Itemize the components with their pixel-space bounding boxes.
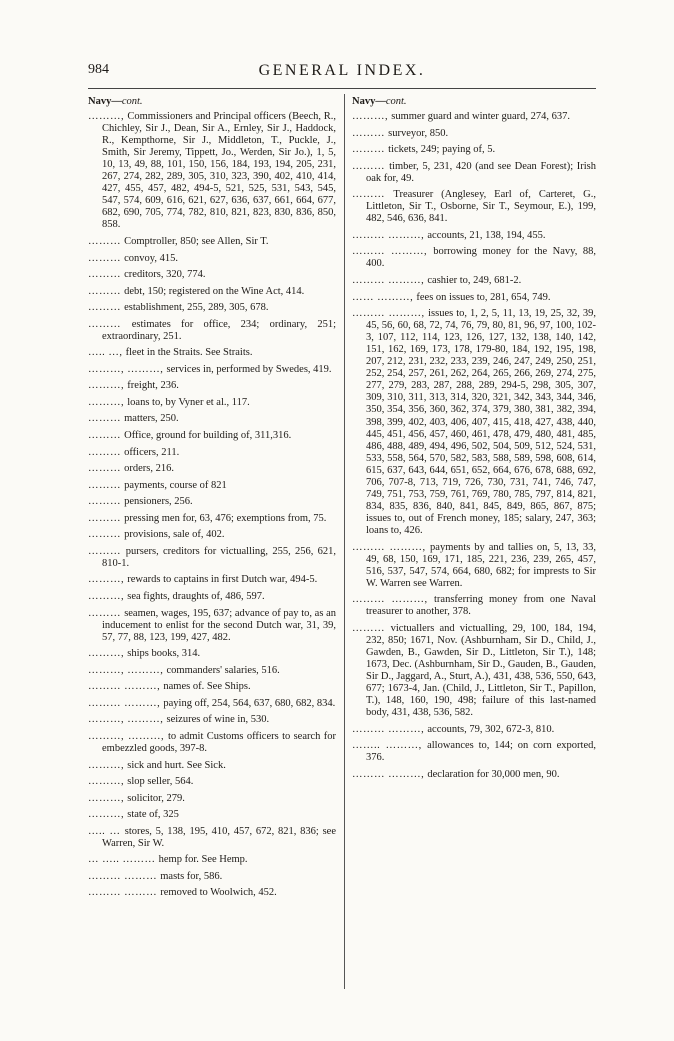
entry-text: Office, ground for building of, 311,316.: [124, 430, 292, 442]
entry-text: declaration for 30,000 men, 90.: [427, 768, 560, 780]
entry-text: Comptroller, 850; see Allen, Sir T.: [124, 235, 269, 247]
header-rule: [88, 88, 596, 89]
index-entry: [88, 236, 336, 248]
entry-leader: ………: [88, 302, 125, 314]
entry-text: commanders' salaries, 516.: [166, 664, 280, 676]
index-entry: [88, 887, 336, 899]
index-entry: [88, 347, 336, 359]
index-entry: [88, 302, 336, 314]
entry-leader: ………: [88, 529, 125, 541]
entry-text: debt, 150; registered on the Wine Act, 414.: [124, 285, 305, 297]
entry-text: paying off, 254, 564, 637, 680, 682, 834.: [163, 697, 336, 709]
entry-leader: ………: [88, 269, 125, 281]
index-entry: [352, 111, 596, 123]
entry-leader: ………,: [88, 776, 128, 788]
entry-text: masts for, 586.: [160, 870, 223, 882]
index-entry: [352, 623, 596, 719]
entry-text: freight, 236.: [127, 380, 179, 392]
index-entry: [88, 286, 336, 298]
entry-leader: ………: [352, 160, 390, 172]
entry-leader: … ….. ………: [88, 854, 159, 866]
index-entry: [352, 128, 596, 140]
entry-text: pensioners, 256.: [124, 496, 193, 508]
entry-text: accounts, 21, 138, 194, 455.: [427, 229, 546, 241]
entry-text: victuallers and victualling, 29, 100, 184, 194, 232, 850; 1671, Nov. (Ashburnham, Sir D., Child, J., Gawden, B., Gawden, Sir D., Littleton, Sir T.), 148; 1673, Dec. (Ashburnham, Sir D., Gauden, B., Gauden, Sir D., Jaggard, A., Sturt, A.), 431, 438, 536, 550, 643, 677; 1673-4, Jan. (Child, J., Littleton, Sir T., Papillon, T.), 148, 160, 190, 498; failure of this last-named body, 431, 438, 536, 582.: [366, 622, 596, 719]
column-heading: [88, 96, 336, 108]
entry-text: payments by and tallies on, 5, 13, 33, 49, 68, 150, 169, 171, 185, 221, 236, 239, 265, 457, 516, 537, 547, 574, 664, 680, 682; for imprests to Sir W. Warren see Warren.: [366, 541, 596, 589]
entry-text: sick and hurt. See Sick.: [127, 759, 226, 771]
right-column: [352, 96, 596, 1001]
index-entry: [352, 230, 596, 242]
entry-leader: ………: [88, 446, 125, 458]
entry-leader: ………: [352, 622, 391, 634]
entry-leader: ……… ………: [88, 887, 161, 899]
page-number: 984: [88, 62, 109, 77]
heading-cont: cont.: [121, 96, 143, 107]
entry-leader: ……… ………,: [352, 308, 429, 320]
entry-leader: ………: [88, 463, 125, 475]
left-column: [88, 96, 336, 1001]
entry-leader: ……… ………,: [352, 768, 428, 780]
entry-leader: ………: [88, 430, 125, 442]
entry-leader: ………,: [88, 759, 128, 771]
entry-text: officers, 211.: [124, 446, 180, 458]
index-entry: [88, 698, 336, 710]
entry-text: creditors, 320, 774.: [124, 269, 206, 281]
entry-leader: ………,: [352, 111, 392, 122]
index-entry: [352, 275, 596, 287]
entry-text: services in, performed by Swedes, 419.: [166, 363, 332, 375]
entry-text: state of, 325: [127, 809, 179, 821]
index-entry: [88, 714, 336, 726]
entry-leader: ………: [88, 235, 125, 247]
entry-leader: ………: [88, 479, 125, 491]
entry-text: timber, 5, 231, 420 (and see Dean Forest); Irish oak for, 49.: [366, 160, 596, 184]
entry-leader: ………,: [88, 396, 128, 408]
index-entry: [88, 269, 336, 281]
index-entry: [88, 731, 336, 755]
entry-text: estimates for office, 234; ordinary, 251; extraordinary, 251.: [102, 318, 336, 342]
entry-text: seamen, wages, 195, 637; advance of pay to, as an inducement to enlist for the second Dutch war, 31, 39, 57, 77, 88, 123, 199, 427, 482.: [102, 607, 336, 643]
entry-leader: ………: [88, 252, 125, 264]
index-entry: [88, 776, 336, 788]
heading-word: Navy—: [352, 96, 386, 107]
entry-text: hemp for. See Hemp.: [158, 854, 248, 866]
page-header: [88, 62, 596, 84]
entry-leader: ……… ………,: [88, 681, 164, 693]
index-entry: [88, 546, 336, 570]
index-entry: [352, 594, 596, 618]
entry-text: payments, course of 821: [124, 479, 227, 491]
entry-text: seizures of wine in, 530.: [166, 714, 270, 726]
entry-leader: ………, ………,: [88, 730, 168, 742]
entry-leader: ………: [352, 144, 389, 156]
entry-leader: ……… ………,: [352, 541, 431, 553]
entry-text: provisions, sale of, 402.: [124, 529, 225, 541]
column-divider: [344, 94, 345, 989]
entry-text: rewards to captains in first Dutch war, 494-5.: [127, 574, 318, 586]
entry-text: stores, 5, 138, 195, 410, 457, 672, 821, 836; see Warren, Sir W.: [102, 825, 336, 849]
index-entry: [88, 871, 336, 883]
index-entry: [88, 496, 336, 508]
entry-leader: …… ………,: [352, 291, 417, 303]
index-entry: [352, 161, 596, 185]
index-entry: [88, 397, 336, 409]
index-entry: [88, 529, 336, 541]
entry-text: Commissioners and Principal officers (Beech, R., Chichley, Sir J., Dean, Sir A., Ernley, Sir J., Haddock, R., Kempthorne, Sir J., Middleton, T., Puckle, J., Smith, Sir Jeremy, Tippett, Jo., Werden, Sir Jo.), 1, 5, 10, 13, 49, 88, 101, 150, 156, 184, 193, 194, 205, 231, 267, 274, 282, 289, 305, 310, 323, 390, 402, 410, 414, 427, 455, 457, 482, 494-5, 521, 525, 531, 543, 545, 547, 574, 609, 616, 621, 627, 636, 637, 661, 664, 677, 682, 690, 705, 774, 782, 810, 821, 823, 830, 836, 850, 858.: [102, 111, 336, 231]
entry-leader: ………,: [88, 648, 128, 660]
entry-leader: ……… ………,: [352, 246, 434, 258]
entry-text: removed to Woolwich, 452.: [160, 887, 277, 899]
right-entries: [352, 111, 596, 781]
index-entry: [88, 513, 336, 525]
entry-text: slop seller, 564.: [127, 776, 194, 788]
entry-leader: ….. …: [88, 825, 125, 837]
entry-leader: ………: [88, 496, 125, 508]
index-entry: [352, 724, 596, 736]
heading-cont: cont.: [385, 96, 407, 107]
entry-text: transferring money from one Naval treasurer to another, 378.: [366, 594, 596, 618]
index-entry: [352, 246, 596, 270]
running-title: GENERAL INDEX.: [258, 62, 426, 79]
entry-leader: ………, ………,: [88, 714, 167, 726]
entry-leader: ……… ………: [88, 870, 161, 882]
entry-leader: ………: [352, 189, 394, 201]
entry-text: convoy, 415.: [124, 252, 178, 264]
entry-text: establishment, 255, 289, 305, 678.: [124, 302, 269, 314]
index-entry: [88, 574, 336, 586]
index-entry: [88, 826, 336, 850]
index-entry: [88, 608, 336, 644]
entry-leader: ………,: [88, 380, 128, 392]
index-entry: [352, 292, 596, 304]
index-entry: [88, 591, 336, 603]
index-entry: [88, 681, 336, 693]
entry-leader: ………: [88, 512, 125, 524]
index-entry: [88, 111, 336, 231]
index-entry: [88, 430, 336, 442]
entry-text: accounts, 79, 302, 672-3, 810.: [427, 723, 555, 735]
entry-leader: ………: [352, 127, 389, 139]
entry-leader: ………: [88, 607, 125, 619]
entry-leader: ………,: [88, 792, 128, 804]
entry-text: pressing men for, 63, 476; exemptions from, 75.: [124, 512, 327, 524]
index-entry: [88, 665, 336, 677]
entry-text: surveyor, 850.: [388, 127, 449, 139]
index-entry: [88, 253, 336, 265]
entry-leader: ………: [88, 545, 126, 557]
entry-text: issues to, 1, 2, 5, 11, 13, 19, 25, 32, 39, 45, 56, 60, 68, 72, 74, 76, 79, 80, 81, 96, 97, 100, 102-3, 107, 112, 114, 123, 126, 127, 132, 138, 140, 142, 151, 162, 169, 173, 178, 179-80, 184, 192, 195, 198, 207, 212, 231, 232, 233, 239, 246, 247, 249, 250, 251, 252, 254, 257, 261, 262, 264, 265, 266, 269, 274, 275, 277, 279, 283, 287, 288, 289, 294-5, 298, 305, 307, 309, 310, 311, 313, 314, 320, 321, 342, 343, 344, 346, 350, 354, 356, 360, 362, 374, 379, 380, 381, 382, 394, 398, 399, 402, 403, 406, 407, 415, 418, 427, 438, 440, 445, 451, 456, 457, 460, 461, 478, 479, 480, 481, 485, 486, 488, 489, 494, 496, 502, 504, 509, 512, 524, 531, 533, 558, 564, 570, 582, 583, 588, 589, 598, 608, 614, 615, 637, 643, 644, 651, 652, 664, 676, 678, 688, 692, 706, 707-8, 713, 719, 726, 730, 731, 741, 746, 747, 749, 751, 753, 759, 761, 769, 780, 785, 797, 814, 821, 834, 835, 836, 840, 841, 845, 849, 865, 867, 875; issues to, out of French money, 185; salary, 247, 363; loans to, 426.: [366, 308, 596, 536]
entry-text: Treasurer (Anglesey, Earl of, Carteret, G., Littleton, Sir T., Osborne, Sir T., Seymour, E.), 199, 482, 546, 636, 841.: [366, 189, 596, 225]
entry-text: pursers, creditors for victualling, 255, 256, 621, 810-1.: [102, 545, 336, 569]
entry-text: borrowing money for the Navy, 88, 400.: [366, 246, 596, 270]
index-entry: [88, 364, 336, 376]
entry-leader: ……… ………,: [88, 697, 164, 709]
index-entry: [352, 542, 596, 590]
index-entry: [88, 760, 336, 772]
index-entry: [88, 809, 336, 821]
index-entry: [88, 648, 336, 660]
entry-text: fleet in the Straits. See Straits.: [125, 347, 253, 359]
index-entry: [352, 308, 596, 537]
entry-leader: ……… ………,: [352, 229, 428, 241]
entry-leader: ………: [88, 318, 132, 330]
entry-text: solicitor, 279.: [127, 792, 185, 804]
left-entries: [88, 111, 336, 899]
index-entry: [88, 380, 336, 392]
entry-leader: ………,: [88, 574, 128, 586]
index-entry: [88, 480, 336, 492]
entry-text: tickets, 249; paying of, 5.: [388, 144, 496, 156]
index-entry: [88, 854, 336, 866]
entry-text: sea fights, draughts of, 486, 597.: [127, 591, 265, 602]
index-entry: [352, 769, 596, 781]
heading-word: Navy—: [88, 96, 122, 107]
index-entry: [352, 189, 596, 225]
entry-text: allowances to, 144; on corn exported, 376.: [366, 740, 596, 764]
entry-leader: ………, ………,: [88, 664, 167, 676]
entry-text: orders, 216.: [124, 463, 174, 475]
entry-leader: ………: [88, 285, 125, 297]
entry-leader: ………,: [88, 591, 128, 602]
entry-leader: …….. ………,: [352, 740, 428, 752]
index-entry: [88, 447, 336, 459]
index-entry: [88, 319, 336, 343]
entry-text: cashier to, 249, 681-2.: [427, 275, 522, 287]
entry-text: summer guard and winter guard, 274, 637.: [391, 111, 571, 122]
entry-text: names of. See Ships.: [163, 681, 251, 693]
entry-leader: ………,: [88, 111, 128, 122]
entry-text: to admit Customs officers to search for embezzled goods, 397-8.: [102, 730, 336, 754]
entry-leader: ………: [88, 413, 125, 425]
index-entry: [88, 463, 336, 475]
entry-leader: ….. …,: [88, 347, 126, 359]
index-entry: [88, 413, 336, 425]
entry-leader: ………, ………,: [88, 363, 167, 375]
entry-leader: ……… ………,: [352, 723, 428, 735]
entry-leader: ……… ………,: [352, 594, 435, 606]
entry-text: loans to, by Vyner et al., 117.: [127, 396, 250, 408]
entry-text: matters, 250.: [124, 413, 179, 425]
entry-text: fees on issues to, 281, 654, 749.: [416, 291, 551, 303]
column-heading: [352, 96, 596, 108]
entry-leader: ……… ………,: [352, 275, 428, 287]
entry-leader: ………,: [88, 809, 128, 821]
index-entry: [352, 144, 596, 156]
index-entry: [352, 740, 596, 764]
index-entry: [88, 793, 336, 805]
entry-text: ships books, 314.: [127, 648, 201, 660]
